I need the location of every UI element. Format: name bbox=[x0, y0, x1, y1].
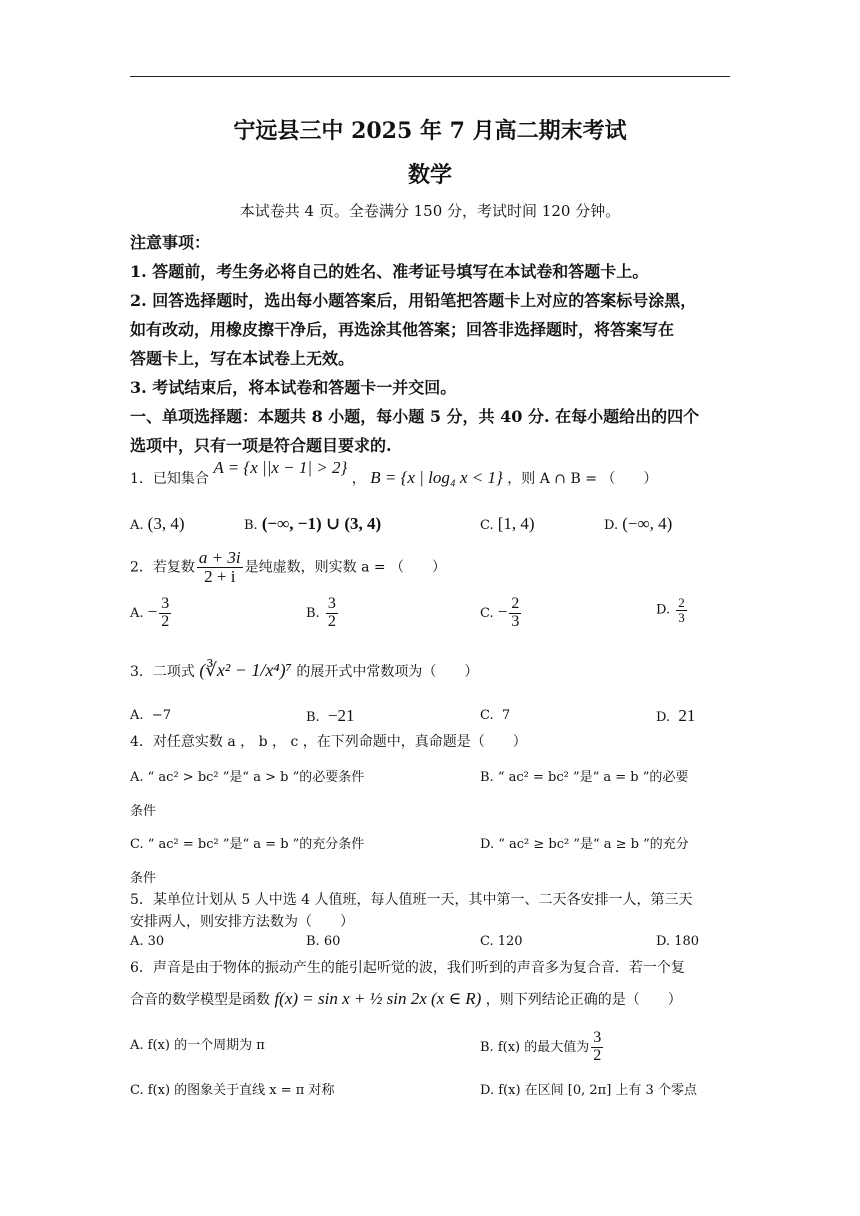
q6-function: f(x) = sin x + ½ sin 2x (x ∈ R) bbox=[274, 989, 482, 1008]
q1-option-b-value: (−∞, −1) ∪ (3, 4) bbox=[261, 514, 382, 533]
exam-intro: 本试卷共 4 页。全卷满分 150 分，考试时间 120 分钟。 bbox=[239, 202, 621, 220]
q2-suffix: 是纯虚数，则实数 a = （ ） bbox=[244, 559, 447, 576]
q3-expression: (∛x² − 1/x⁴)⁷ bbox=[199, 660, 292, 680]
question-6-line1: 6．声音是由于物体的振动产生的能引起听觉的波，我们听到的声音多为复合音．若一个复 bbox=[130, 960, 685, 976]
q4-option-d: D. “ ac² ≥ bc² ”是“ a ≥ b ”的充分 bbox=[480, 837, 689, 852]
q3-option-a: A. −7 bbox=[130, 708, 171, 723]
q4-option-b-continued: 条件 bbox=[130, 804, 157, 819]
q5-option-c: C. 120 bbox=[480, 934, 523, 949]
q1-set-a: A = {x ||x − 1| > 2} bbox=[213, 458, 348, 477]
q4-option-d-continued: 条件 bbox=[130, 871, 157, 886]
q6-option-a: A. f(x) 的一个周期为 π bbox=[130, 1038, 265, 1053]
question-1-stem bbox=[130, 458, 658, 488]
q6-option-c: C. f(x) 的图象关于直线 x = π 对称 bbox=[130, 1083, 335, 1098]
q3-option-a-value: −7 bbox=[151, 708, 171, 723]
q3-option-d: D. 21 bbox=[656, 706, 696, 725]
q4-option-a: A. “ ac² > bc² ”是“ a > b ”的必要条件 bbox=[130, 770, 365, 785]
q5-option-a: A. 30 bbox=[130, 934, 165, 949]
q1-option-c: C. [1, 4) bbox=[480, 514, 535, 533]
q1-option-a: A. (3, 4) bbox=[130, 514, 185, 533]
q5-option-d: D. 180 bbox=[656, 934, 700, 949]
q1-option-a-value: (3, 4) bbox=[147, 514, 185, 533]
q1-option-b: B. (−∞, −1) ∪ (3, 4) bbox=[244, 514, 382, 533]
q1-option-c-value: [1, 4) bbox=[497, 514, 535, 533]
q3-option-b-value: −21 bbox=[327, 706, 355, 725]
q1-suffix: ，则 A ∩ B = （ ） bbox=[507, 471, 658, 487]
q3-option-b: B. −21 bbox=[306, 706, 355, 725]
q2-option-b: B. $\frac{3}{2}$ bbox=[306, 595, 336, 630]
q1-prefix: 1．已知集合 bbox=[130, 471, 209, 487]
q5-option-b: B. 60 bbox=[306, 934, 341, 949]
exam-subject: 数学 bbox=[407, 162, 452, 188]
q4-option-c: C. “ ac² = bc² ”是“ a = b ”的充分条件 bbox=[130, 837, 365, 852]
note-3: 3. 考试结束后，将本试卷和答题卡一并交回。 bbox=[130, 378, 457, 397]
q1-option-d-value: (−∞, 4) bbox=[622, 514, 673, 533]
section1-header-line2: 选项中，只有一项是符合题目要求的. bbox=[130, 436, 392, 455]
top-rule bbox=[130, 76, 730, 77]
q3-prefix: 3．二项式 bbox=[130, 664, 195, 680]
q3-option-c-value: 7 bbox=[501, 708, 511, 723]
q1-option-d: D. (−∞, 4) bbox=[604, 514, 673, 533]
question-6-line2: 合音的数学模型是函数 f(x) = sin x + ½ sin 2x (x ∈ R) ，则下列结论正确的是（ ） bbox=[130, 989, 682, 1008]
notes-heading: 注意事项： bbox=[130, 233, 211, 252]
q4-option-b: B. “ ac² = bc² ”是“ a = b ”的必要 bbox=[480, 770, 689, 785]
note-1: 1. 答题前，考生务必将自己的姓名、准考证号填写在本试卷和答题卡上。 bbox=[130, 262, 649, 281]
q2-option-d: D. $\frac{2}{3}$ bbox=[656, 595, 685, 625]
q3-suffix: 的展开式中常数项为（ ） bbox=[296, 664, 479, 680]
question-4-stem: 4．对任意实数 a ， b ， c ，在下列命题中，真命题是（ ） bbox=[130, 734, 527, 750]
exam-title: 宁远县三中 2025 年 7 月高二期末考试 bbox=[233, 118, 627, 144]
q3-option-d-value: 21 bbox=[678, 706, 696, 725]
note-2-line1: 2. 回答选择题时，选出每小题答案后，用铅笔把答题卡上对应的答案标号涂黑， bbox=[130, 291, 697, 310]
q2-prefix: 2．若复数 bbox=[130, 559, 195, 576]
q2-option-c: C. − $\frac{2}{3}$ bbox=[480, 595, 520, 630]
q1-set-b: B = {x | log₄ x < 1} bbox=[370, 468, 503, 487]
q2-fraction: $\frac{a + 3i}{2 + i}$ bbox=[198, 548, 241, 586]
section1-header-line1: 一、单项选择题：本题共 8 小题，每小题 5 分，共 40 分. 在每小题给出的四个 bbox=[130, 407, 700, 426]
question-5-line1: 5．某单位计划从 5 人中选 4 人值班，每人值班一天，其中第一、二天各安排一人，第三天 bbox=[130, 892, 693, 908]
q2-option-a: A. − $\frac{3}{2}$ bbox=[130, 595, 170, 630]
note-2-line2: 如有改动，用橡皮擦干净后，再选涂其他答案；回答非选择题时，将答案写在 bbox=[130, 320, 675, 339]
q6-option-b: B. f(x) 的最大值为 $\frac{3}{2}$ bbox=[480, 1029, 602, 1064]
q6-option-d: D. f(x) 在区间 [0, 2π] 上有 3 个零点 bbox=[480, 1083, 697, 1098]
q3-option-c: C. 7 bbox=[480, 708, 511, 723]
question-5-line2: 安排两人，则安排方法数为（ ） bbox=[130, 914, 354, 930]
question-3-stem bbox=[130, 660, 478, 681]
q1-sep: ， bbox=[351, 471, 366, 487]
question-2-stem bbox=[130, 549, 446, 586]
note-2-line3: 答题卡上，写在本试卷上无效。 bbox=[130, 349, 355, 368]
